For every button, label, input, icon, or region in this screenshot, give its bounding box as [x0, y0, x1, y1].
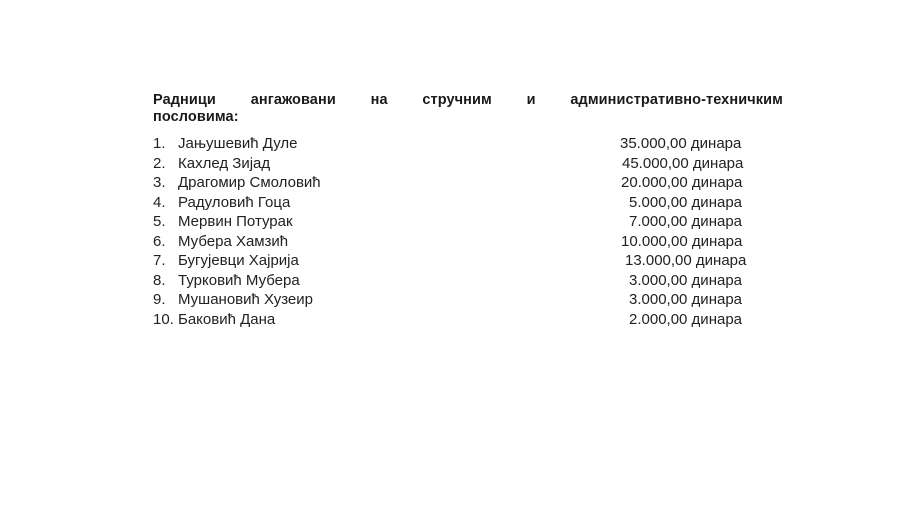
worker-name: Кахлед Зијад [178, 154, 271, 172]
heading-word: ангажовани [250, 92, 336, 108]
worker-name: Мубера Хамзић [178, 232, 289, 250]
document-body [153, 92, 783, 329]
worker-amount: 3.000,00 динара [629, 271, 742, 289]
item-number: 3. [153, 174, 166, 191]
worker-amount: 35.000,00 динара [620, 135, 742, 152]
list-item [153, 134, 783, 154]
section-heading [153, 92, 783, 126]
item-number: 9. [153, 291, 166, 308]
list-item [153, 290, 783, 310]
item-number: 7. [153, 252, 166, 269]
worker-amount: 13.000,00 динара [625, 252, 747, 269]
item-number: 10. [153, 310, 174, 328]
heading-line-2: пословима: [153, 109, 239, 125]
item-number: 2. [153, 154, 166, 172]
heading-word: и [526, 92, 536, 108]
list-item [153, 154, 783, 174]
item-number: 5. [153, 213, 166, 230]
heading-line-1 [153, 92, 783, 109]
worker-amount: 2.000,00 динара [629, 310, 742, 328]
list-item [153, 212, 783, 232]
worker-amount: 10.000,00 динара [621, 232, 743, 250]
list-item [153, 193, 783, 213]
list-item [153, 310, 783, 330]
list-item [153, 232, 783, 252]
worker-amount: 7.000,00 динара [629, 213, 742, 230]
item-number: 6. [153, 232, 166, 250]
list-item [153, 251, 783, 271]
item-number: 1. [153, 135, 166, 152]
worker-name: Мервин Потурак [178, 213, 293, 230]
heading-word: стручним [422, 92, 492, 108]
worker-name: Турковић Мубера [178, 271, 300, 289]
worker-name: Мушановић Хузеир [178, 291, 313, 308]
worker-amount: 45.000,00 динара [622, 154, 744, 172]
heading-word: административно-техничким [570, 92, 783, 108]
heading-word: Радници [153, 92, 216, 108]
workers-list [153, 134, 783, 329]
worker-name: Баковић Дана [178, 310, 276, 328]
heading-word: на [370, 92, 388, 108]
item-number: 4. [153, 193, 166, 211]
worker-amount: 3.000,00 динара [629, 291, 742, 308]
worker-amount: 20.000,00 динара [621, 174, 743, 191]
list-item [153, 271, 783, 291]
list-item [153, 173, 783, 193]
worker-name: Бугујевци Хајрија [178, 252, 299, 269]
item-number: 8. [153, 271, 166, 289]
worker-name: Јањушевић Дуле [178, 135, 298, 152]
worker-name: Драгомир Смоловић [178, 174, 321, 191]
worker-name: Радуловић Гоца [178, 193, 291, 211]
worker-amount: 5.000,00 динара [629, 193, 742, 211]
